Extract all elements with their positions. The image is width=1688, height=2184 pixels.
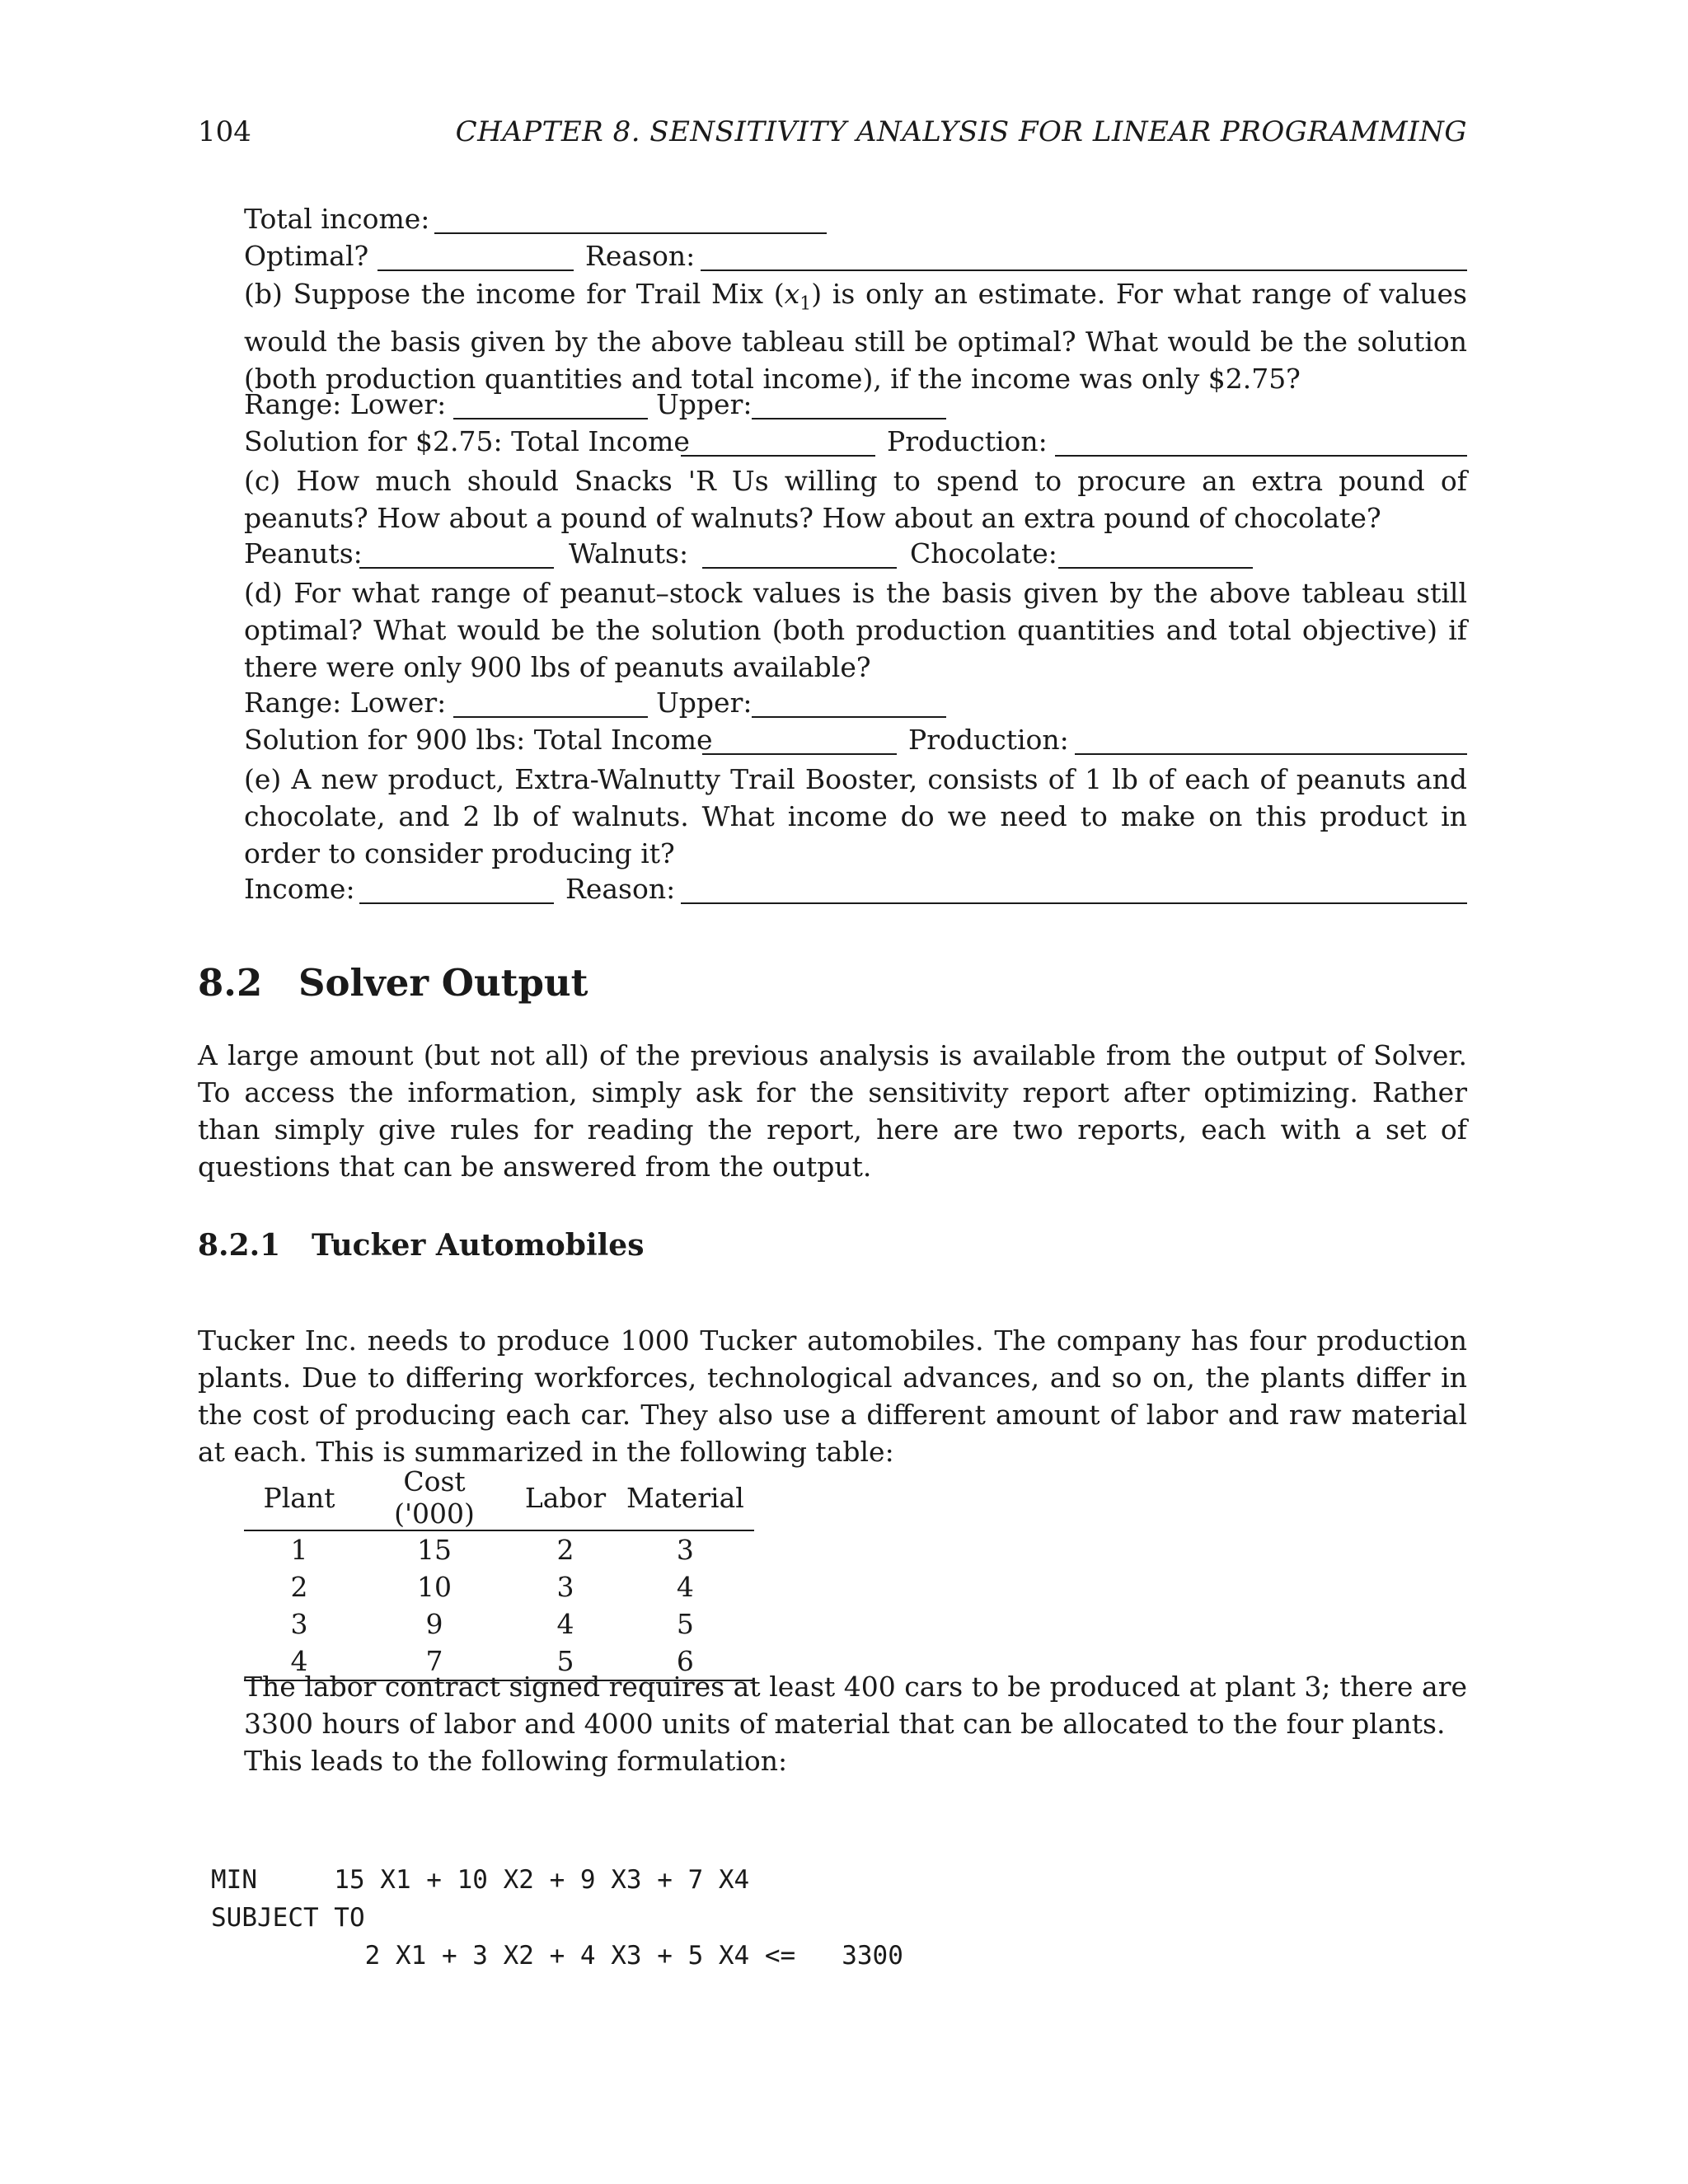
part-d-paragraph (198, 574, 1467, 686)
part-b-paragraph (198, 275, 1467, 397)
table-row (244, 1605, 754, 1643)
reason-blank[interactable] (681, 902, 1467, 904)
range-lower-label: Range: Lower: (244, 388, 447, 420)
code-line: MIN 15 X1 + 10 X2 + 9 X3 + 7 X4 (211, 1865, 750, 1895)
page (198, 0, 1467, 2184)
range-upper-blank[interactable] (752, 418, 946, 419)
optimal-blank[interactable] (377, 269, 574, 271)
table-cell: 4 (290, 1645, 308, 1677)
range-upper-label: Upper: (656, 687, 753, 719)
part-b-solution-line (198, 425, 1467, 462)
range-upper-label: Upper: (656, 388, 753, 420)
solution-label: Solution for $2.75: Total Income (244, 425, 690, 457)
solution-label: Solution for 900 lbs: Total Income (244, 724, 713, 756)
formulation-intro-paragraph (198, 1742, 1467, 1779)
code-line: 2 X1 + 3 X2 + 4 X3 + 5 X4 <= 3300 (211, 1941, 903, 1971)
range-lower-blank[interactable] (453, 716, 648, 718)
part-b-range-line (198, 388, 1467, 425)
code-line: SUBJECT TO (211, 1903, 365, 1933)
plant-table (244, 1465, 754, 1681)
formulation-code-block (211, 1861, 903, 1975)
production-label: Production: (887, 425, 1048, 457)
income-label: Income: (244, 873, 355, 905)
page-number: 104 (198, 115, 251, 148)
total-income-blank[interactable] (434, 232, 827, 234)
table-cell: 4 (556, 1608, 574, 1640)
optimal-label: Optimal? (244, 240, 369, 272)
reason-label: Reason: (585, 240, 696, 272)
part-c-paragraph (198, 462, 1467, 537)
table-cell: 6 (676, 1645, 694, 1677)
table-cell: 4 (676, 1571, 694, 1603)
table-cell: 2 (556, 1534, 574, 1566)
section-intro-text: A large amount (but not all) of the previous analysis is available from the output of Solver. To access the information, simply ask for the sensitivity report after optimizing. Rather than simply give rules for reading the report, here are two reports, each with a set of questions that can be answered from the output. (198, 1039, 1467, 1183)
part-d-solution-line (198, 724, 1467, 761)
range-lower-blank[interactable] (453, 418, 648, 419)
table-cell: 5 (556, 1645, 574, 1677)
range-lower-label: Range: Lower: (244, 687, 447, 719)
solution-income-blank[interactable] (702, 753, 897, 755)
subsection-heading (198, 1228, 644, 1263)
table-row (244, 1568, 754, 1605)
table-cell: 7 (425, 1645, 443, 1677)
table-cell: 3 (290, 1608, 308, 1640)
reason-blank[interactable] (701, 269, 1467, 271)
subsection-paragraph (198, 1322, 1467, 1470)
range-upper-blank[interactable] (752, 716, 946, 718)
part-e-answer-line (198, 873, 1467, 910)
total-income-label: Total income: (244, 203, 430, 235)
chapter-title: CHAPTER 8. SENSITIVITY ANALYSIS FOR LINEAR PROGRAMMING (455, 115, 1467, 148)
reason-label: Reason: (565, 873, 676, 905)
part-d-text: (d) For what range of peanut–stock values is the basis given by the above tableau still optimal? What would be the solution (both production quantities and total objective) if there were only 900 lbs of peanuts available? (244, 577, 1467, 683)
part-c-answer-line (198, 537, 1467, 574)
table-cell: 3 (556, 1571, 574, 1603)
labor-contract-paragraph (198, 1668, 1467, 1742)
chocolate-blank[interactable] (1058, 567, 1253, 569)
column-header-material: Material (626, 1481, 744, 1514)
section-intro-paragraph (198, 1037, 1467, 1185)
production-blank[interactable] (1055, 455, 1467, 457)
running-header (198, 115, 1467, 157)
solution-income-blank[interactable] (681, 455, 875, 457)
peanuts-label: Peanuts: (244, 537, 363, 569)
chocolate-label: Chocolate: (910, 537, 1057, 569)
production-blank[interactable] (1075, 753, 1467, 755)
formulation-intro-text: This leads to the following formulation: (244, 1745, 788, 1777)
part-b-text: (b) Suppose the income for Trail Mix $(x_1)$ is only an estimate. For what range of values would the basis given by the above tableau still be optimal? What would be the solution (both production quantities and total income), if the income was only $2.75? (244, 278, 1467, 395)
section-heading (198, 961, 588, 1005)
table-cell: 9 (425, 1608, 443, 1640)
income-blank[interactable] (359, 902, 554, 904)
walnuts-blank[interactable] (702, 567, 897, 569)
section-title: Solver Output (298, 961, 588, 1005)
column-header-plant: Plant (263, 1481, 335, 1514)
production-label: Production: (908, 724, 1069, 756)
part-e-paragraph (198, 761, 1467, 872)
part-d-range-line (198, 687, 1467, 724)
section-number: 8.2 (198, 961, 263, 1005)
table-cell: 2 (290, 1571, 308, 1603)
table-cell: 5 (676, 1608, 694, 1640)
subsection-text: Tucker Inc. needs to produce 1000 Tucker automobiles. The company has four production plants. Due to differing workforces, technological advances, and so on, the plants differ in the cost of producing each car. They also use a different amount of labor and raw material at each. This is summarized in the following table: (198, 1324, 1467, 1468)
optimal-answer-line (198, 240, 1467, 277)
table-cell: 3 (676, 1534, 694, 1566)
table-header-row (244, 1465, 754, 1530)
table-row (244, 1530, 754, 1568)
subsection-number: 8.2.1 (198, 1228, 281, 1263)
subsection-title: Tucker Automobiles (312, 1228, 645, 1263)
table-cell: 1 (290, 1534, 308, 1566)
walnuts-label: Walnuts: (569, 537, 689, 569)
labor-contract-text: The labor contract signed requires at least 400 cars to be produced at plant 3; there are 3300 hours of labor and 4000 units of material that can be allocated to the four plants. (244, 1671, 1467, 1740)
part-c-text: (c) How much should Snacks 'R Us willing to spend to procure an extra pound of peanuts? How about a pound of walnuts? How about an extra pound of chocolate? (244, 465, 1467, 534)
total-income-answer-line (198, 203, 1467, 240)
table-cell: 10 (417, 1571, 452, 1603)
column-header-labor: Labor (524, 1481, 607, 1514)
peanuts-blank[interactable] (359, 567, 554, 569)
column-header-cost: Cost ('000) (394, 1465, 475, 1530)
table-cell: 15 (417, 1534, 452, 1566)
part-e-text: (e) A new product, Extra-Walnutty Trail Booster, consists of 1 lb of each of peanuts and chocolate, and 2 lb of walnuts. What income do we need to make on this product in order to consider producing it? (244, 763, 1467, 869)
